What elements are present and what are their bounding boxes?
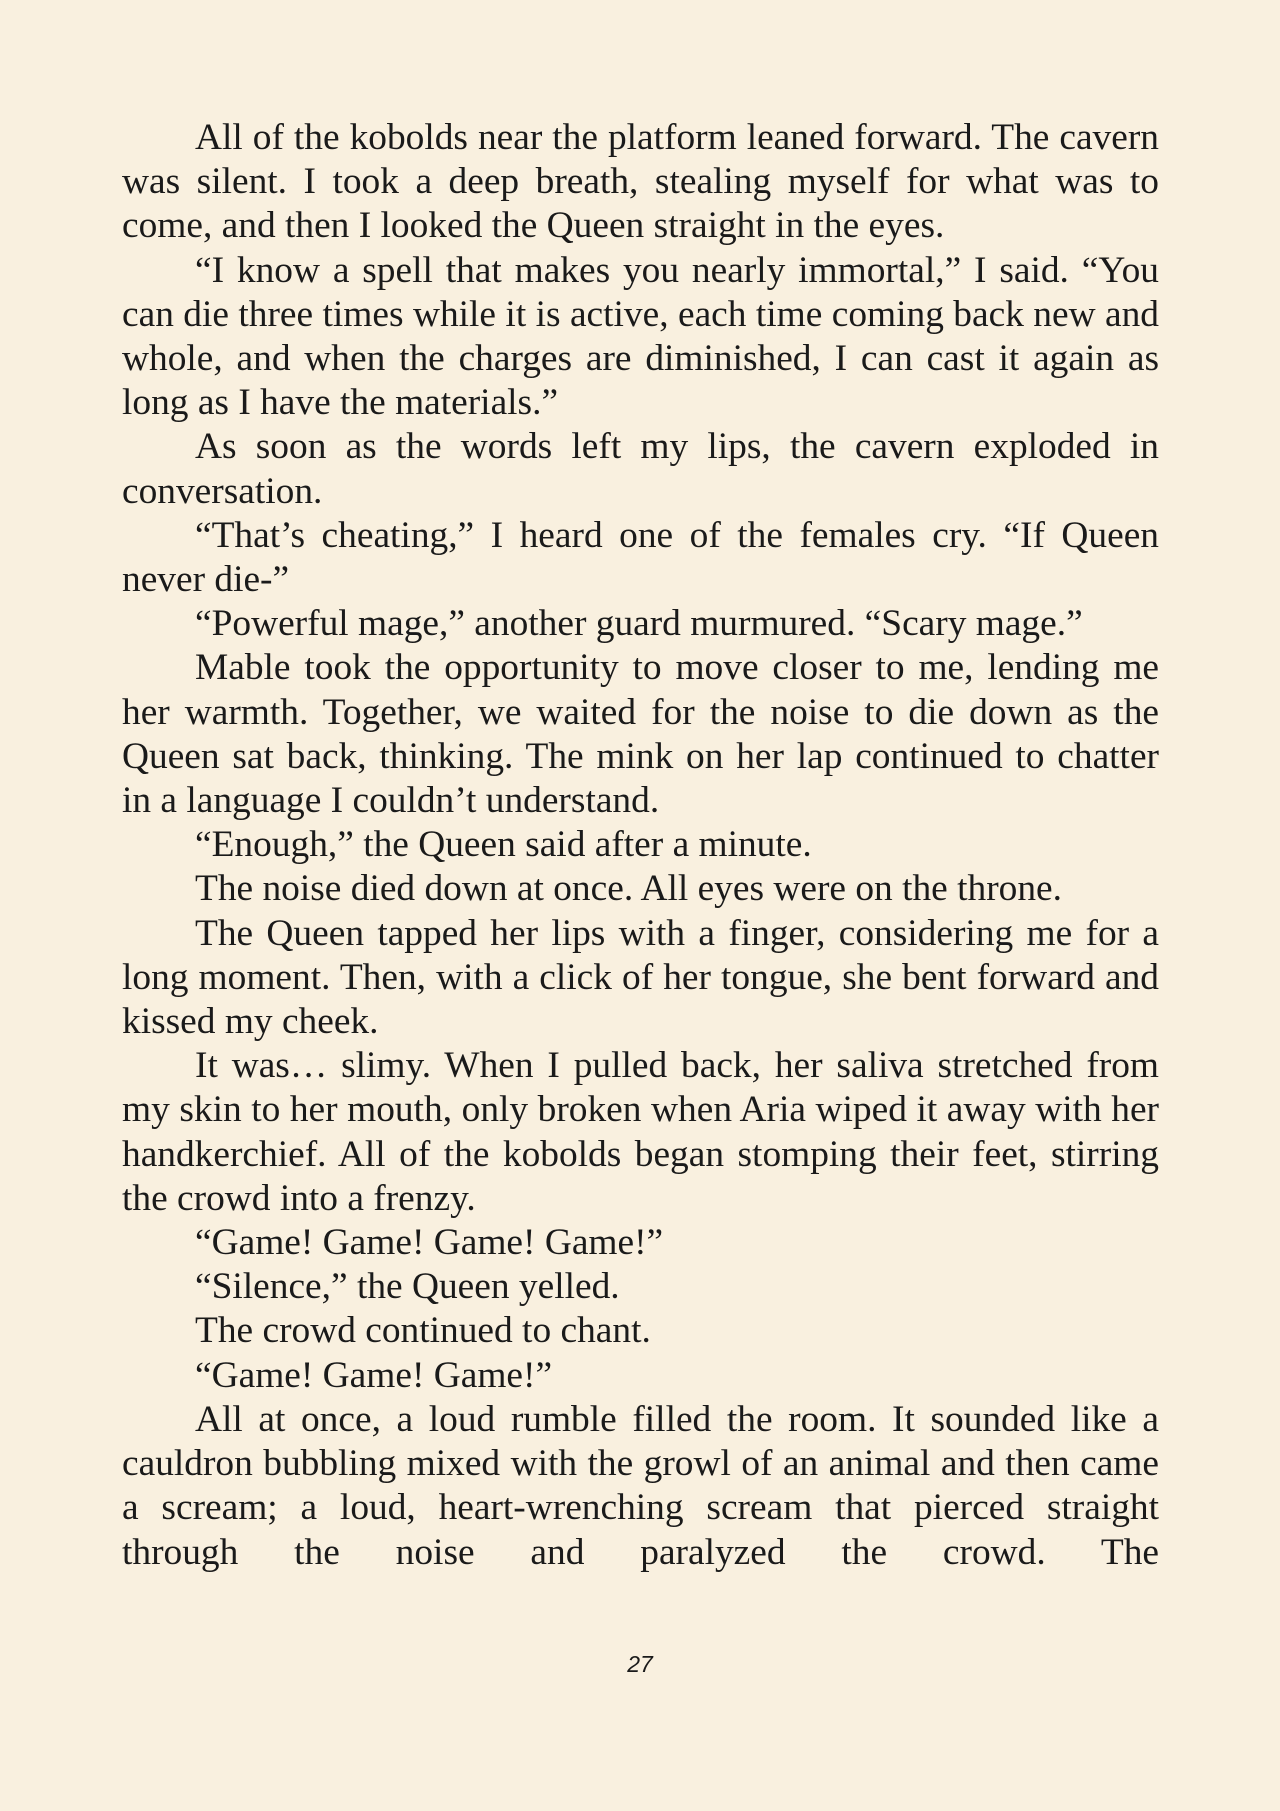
paragraph: “Enough,” the Queen said after a minute. [195, 824, 812, 866]
paragraph: It was… slimy. When I pulled back, her saliva stretched from my skin to her mouth, only broken when Aria wiped it away with her handkerchief. All of the kobolds began stomping their feet, stirring the crowd into a frenzy. [122, 1045, 1159, 1219]
paragraph: “Game! Game! Game! Game!” [195, 1222, 664, 1264]
paragraph-continued: All at once, a loud rumble filled the room. It sounded like a cauldron bubbling mixed with the growl of an animal and then came a scream; a loud, heart-wrenching scream that pierced straight through the noise and paralyzed the crowd. The [122, 1398, 1159, 1573]
page-number: 27 [627, 1651, 653, 1677]
paragraph: As soon as the words left my lips, the cavern exploded in conversation. [122, 426, 1159, 512]
paragraph: The crowd continued to chant. [195, 1310, 651, 1352]
paragraph: “Silence,” the Queen yelled. [195, 1266, 620, 1308]
paragraph: “Powerful mage,” another guard murmured. “Scary mage.” [195, 603, 1083, 645]
paragraph: Mable took the opportunity to move closer to me, lending me her warmth. Together, we waited for the noise to die down as the Queen sat back, thinking. The mink on her lap continued to chatter in a language I couldn’t understand. [122, 647, 1159, 822]
paragraph: “Game! Game! Game!” [195, 1354, 553, 1396]
paragraph: The noise died down at once. All eyes were on the throne. [195, 868, 1062, 910]
body-text [122, 116, 1159, 1575]
paragraph: “I know a spell that makes you nearly immortal,” I said. “You can die three times while it is active, each time coming back new and whole, and when the charges are diminished, I can cast it again as long as I have the materials.” [122, 249, 1159, 424]
paragraph: All of the kobolds near the platform leaned forward. The cavern was silent. I took a deep breath, stealing myself for what was to come, and then I looked the Queen straight in the eyes. [122, 117, 1159, 247]
paragraph: The Queen tapped her lips with a finger, considering me for a long moment. Then, with a click of her tongue, she bent forward and kissed my cheek. [122, 912, 1159, 1043]
paragraph: “That’s cheating,” I heard one of the females cry. “If Queen never die-” [122, 514, 1159, 601]
